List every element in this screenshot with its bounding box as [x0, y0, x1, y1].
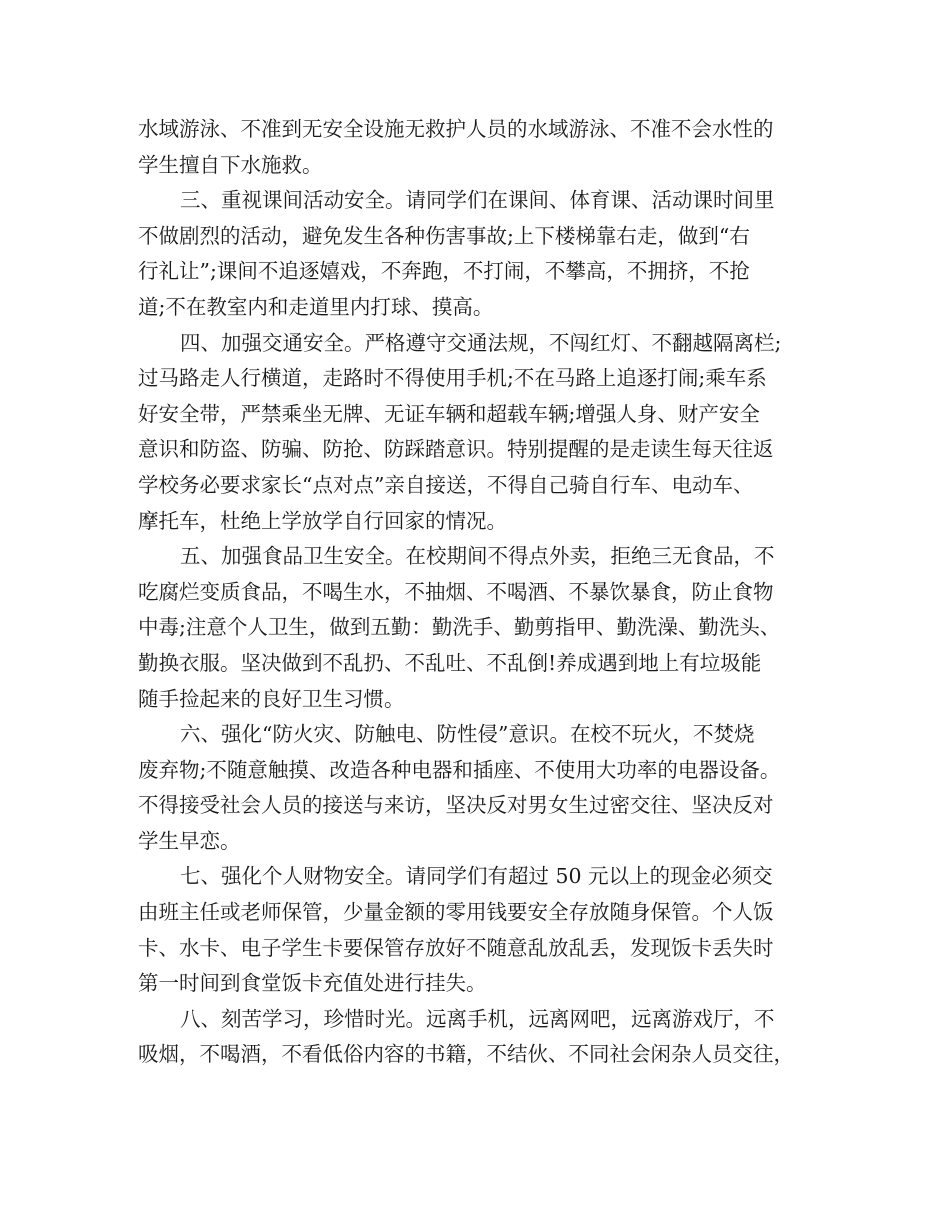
text-line: 第一时间到食堂饭卡充值处进行挂失。 — [138, 971, 487, 996]
text-line: 学生擅自下水施救。 — [138, 152, 323, 177]
text-line: 过马路走人行横道，走路时不得使用手机;不在马路上追逐打闹;乘车系 — [138, 366, 767, 391]
paragraph-start-line: 七、强化个人财物安全。请同学们有超过 50 元以上的现金必须交 — [180, 864, 773, 889]
paragraph-start-line: 三、重视课间活动安全。请同学们在课间、体育课、活动课时间里 — [180, 188, 775, 213]
text-line: 吸烟，不喝酒，不看低俗内容的书籍，不结伙、不同社会闲杂人员交往， — [138, 1042, 794, 1067]
text-line: 勤换衣服。坚决做到不乱扔、不乱吐、不乱倒!养成遇到地上有垃圾能 — [138, 650, 762, 675]
text-line: 废弃物;不随意触摸、改造各种电器和插座、不使用大功率的电器设备。 — [138, 757, 781, 782]
text-line: 好安全带，严禁乘坐无牌、无证车辆和超载车辆;增强人身、财产安全 — [138, 401, 760, 426]
text-line: 由班主任或老师保管，少量金额的零用钱要安全存放随身保管。个人饭 — [138, 900, 774, 925]
text-line: 道;不在教室内和走道里内打球、摸高。 — [138, 294, 494, 319]
text-line: 中毒;注意个人卫生，做到五勤：勤洗手、勤剪指甲、勤洗澡、勤洗头、 — [138, 615, 781, 640]
paragraph-start-line: 五、加强食品卫生安全。在校期间不得点外卖，拒绝三无食品，不 — [180, 544, 775, 569]
text-line: 水域游泳、不准到无安全设施无救护人员的水域游泳、不准不会水性的 — [138, 117, 774, 141]
text-line: 行礼让”;课间不追逐嬉戏，不奔跑，不打闹，不攀高，不拥挤，不抢 — [138, 259, 750, 284]
text-line: 不得接受社会人员的接送与来访，坚决反对男女生过密交往、坚决反对 — [138, 793, 774, 818]
body-text — [138, 112, 828, 1073]
text-line: 摩托车，杜绝上学放学自行回家的情况。 — [138, 508, 507, 533]
text-line: 意识和防盗、防骗、防抢、防踩踏意识。特别提醒的是走读生每天往返 — [138, 437, 774, 462]
text-line: 不做剧烈的活动，避免发生各种伤害事故;上下楼梯靠右走，做到“右 — [138, 223, 750, 248]
text-line: 学校务必要求家长“点对点”亲自接送，不得自己骑自行车、电动车、 — [138, 472, 754, 497]
text-line: 卡、水卡、电子学生卡要保管存放好不随意乱放乱丢，发现饭卡丢失时 — [138, 935, 774, 960]
text-line: 吃腐烂变质食品，不喝生水，不抽烟、不喝酒、不暴饮暴食，防止食物 — [138, 579, 774, 604]
text-line: 随手捡起来的良好卫生习惯。 — [138, 686, 405, 711]
paragraph-start-line: 四、加强交通安全。严格遵守交通法规，不闯红灯、不翻越隔离栏; — [180, 330, 782, 355]
paragraph-start-line: 六、强化“防火灾、防触电、防性侵”意识。在校不玩火，不焚烧 — [180, 722, 755, 747]
paragraph-start-line: 八、刻苦学习，珍惜时光。远离手机，远离网吧，远离游戏厅，不 — [180, 1006, 775, 1031]
text-line: 学生早恋。 — [138, 828, 241, 853]
